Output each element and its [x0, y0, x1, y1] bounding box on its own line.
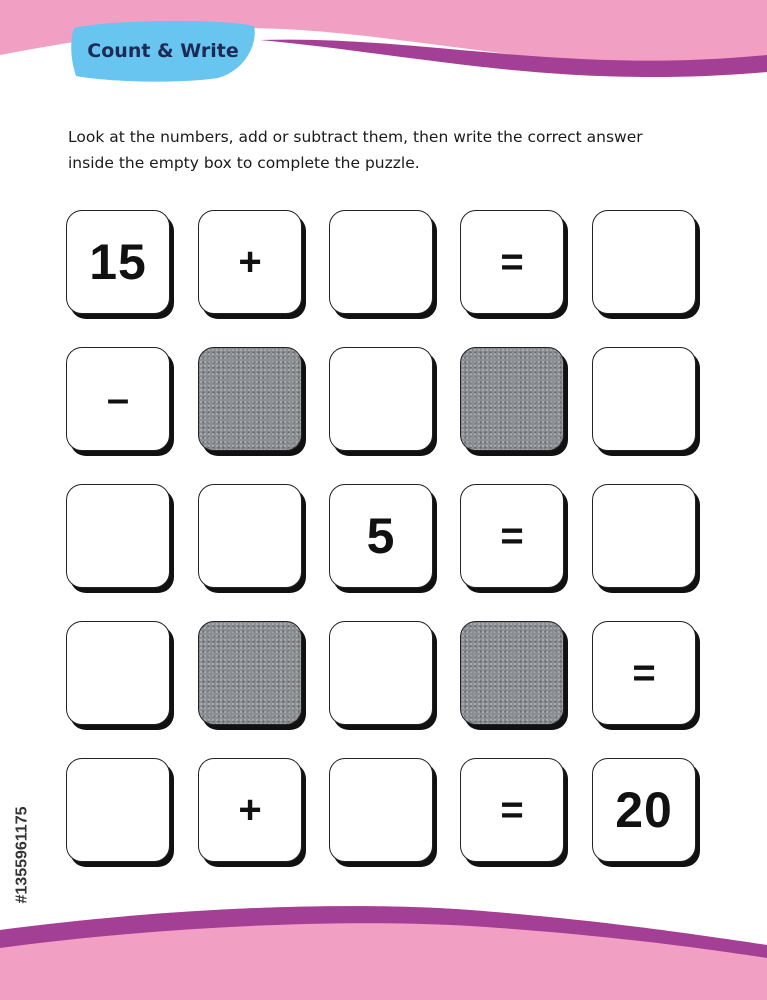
- tile-face[interactable]: [592, 347, 696, 451]
- answer-box[interactable]: [66, 621, 176, 731]
- tile-operator: +: [238, 239, 262, 284]
- answer-box[interactable]: [66, 484, 176, 594]
- answer-box[interactable]: [592, 347, 702, 457]
- bottom-wave-decoration: [0, 900, 767, 1000]
- tile-face: [66, 210, 170, 314]
- instructions-line-1: Look at the numbers, add or subtract them, then write the correct answer: [68, 128, 643, 146]
- instructions: [68, 124, 728, 176]
- tile-operator: =: [500, 239, 524, 284]
- operator-tile: [460, 484, 570, 594]
- tile-number: 5: [366, 508, 396, 564]
- tile-face[interactable]: [66, 758, 170, 862]
- side-stock-label-text: #1355961175: [13, 806, 30, 904]
- tile-number: 15: [89, 234, 147, 290]
- tile-face[interactable]: [66, 484, 170, 588]
- tile-face[interactable]: [329, 621, 433, 725]
- operator-tile: [198, 758, 308, 868]
- answer-box[interactable]: [329, 210, 439, 320]
- shaded-tile: [198, 347, 308, 457]
- number-tile: [592, 758, 702, 868]
- tile-operator: =: [632, 650, 656, 695]
- instructions-line-2: inside the empty box to complete the puzzle.: [68, 154, 420, 172]
- tile-face[interactable]: [66, 621, 170, 725]
- tile-operator: =: [500, 513, 524, 558]
- tile-face: [460, 621, 564, 725]
- answer-box[interactable]: [198, 484, 308, 594]
- tile-face: [198, 621, 302, 725]
- tile-number: 20: [615, 782, 673, 838]
- shaded-tile: [460, 347, 570, 457]
- tile-face: [592, 621, 696, 725]
- tile-face[interactable]: [329, 210, 433, 314]
- tile-face: [592, 758, 696, 862]
- answer-box[interactable]: [592, 484, 702, 594]
- number-tile: [329, 484, 439, 594]
- tile-face: [198, 347, 302, 451]
- tile-face: [460, 210, 564, 314]
- tile-face: [198, 758, 302, 862]
- tile-operator: –: [106, 376, 130, 421]
- tile-face: [460, 484, 564, 588]
- tile-face[interactable]: [329, 347, 433, 451]
- operator-tile: [592, 621, 702, 731]
- operator-tile: [460, 758, 570, 868]
- answer-box[interactable]: [329, 347, 439, 457]
- number-tile: [66, 210, 176, 320]
- side-stock-label: [10, 760, 34, 950]
- operator-tile: [198, 210, 308, 320]
- tile-operator: +: [238, 787, 262, 832]
- shaded-tile: [198, 621, 308, 731]
- tile-face[interactable]: [329, 758, 433, 862]
- tile-operator: =: [500, 787, 524, 832]
- tile-face: [198, 210, 302, 314]
- tile-face[interactable]: [592, 484, 696, 588]
- tile-face: [460, 347, 564, 451]
- tile-face[interactable]: [592, 210, 696, 314]
- shaded-tile: [460, 621, 570, 731]
- tile-face[interactable]: [198, 484, 302, 588]
- answer-box[interactable]: [329, 758, 439, 868]
- answer-box[interactable]: [592, 210, 702, 320]
- answer-box[interactable]: [66, 758, 176, 868]
- tile-face: [460, 758, 564, 862]
- answer-box[interactable]: [329, 621, 439, 731]
- operator-tile: [460, 210, 570, 320]
- puzzle-grid: [66, 210, 706, 870]
- worksheet-title: Count & Write: [87, 40, 239, 62]
- tile-face: [329, 484, 433, 588]
- tile-face: [66, 347, 170, 451]
- operator-tile: [66, 347, 176, 457]
